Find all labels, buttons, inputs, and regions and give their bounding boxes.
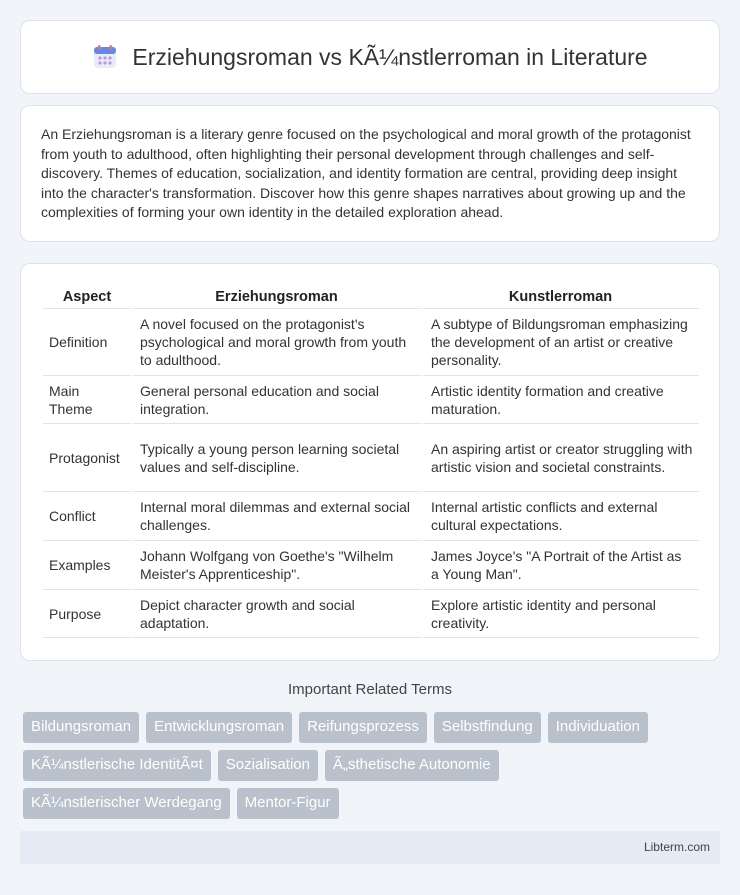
tag-individuation[interactable]: Individuation (548, 712, 648, 743)
row-aspect: Protagonist (43, 423, 131, 491)
row-kunstlerroman: James Joyce's "A Portrait of the Artist as a Young Man". (422, 540, 699, 589)
row-erziehungsroman: Depict character growth and social adaptation. (131, 589, 422, 638)
table-row (43, 308, 699, 375)
header-kunstlerroman: Kunstlerroman (508, 289, 613, 305)
row-erziehungsroman: Johann Wolfgang von Goethe's "Wilhelm Meister's Apprenticeship". (131, 540, 422, 589)
title-wrap (92, 44, 647, 71)
intro-card (20, 105, 720, 242)
row-aspect: Purpose (43, 589, 131, 638)
related-terms-heading: Important Related Terms (288, 681, 452, 698)
header-card (20, 20, 720, 94)
tag-reifungsprozess[interactable]: Reifungsprozess (299, 712, 427, 743)
row-aspect: Definition (43, 308, 131, 375)
comparison-table (43, 286, 699, 638)
footer (20, 831, 720, 864)
table-row (43, 589, 699, 638)
page-title: Erziehungsroman vs KÃ¼nstlerroman in Literature (132, 43, 648, 70)
row-erziehungsroman: A novel focused on the protagonist's psychological and moral growth from youth to adulthood. (131, 308, 422, 375)
tag-kuenstlerische-identitaet[interactable]: KÃ¼nstlerische IdentitÃ¤t (23, 750, 211, 781)
table-row (43, 423, 699, 491)
table-row (43, 491, 699, 540)
row-erziehungsroman: Internal moral dilemmas and external social challenges. (131, 491, 422, 540)
comparison-card (20, 263, 720, 661)
row-aspect: Examples (43, 540, 131, 589)
row-aspect: Conflict (43, 491, 131, 540)
row-kunstlerroman: Explore artistic identity and personal creativity. (422, 589, 699, 638)
tag-entwicklungsroman[interactable]: Entwicklungsroman (146, 712, 292, 743)
related-terms-list (23, 712, 703, 819)
table-row (43, 375, 699, 423)
table-header-row (43, 286, 699, 308)
row-erziehungsroman: General personal education and social integration. (131, 375, 422, 423)
header-aspect: Aspect (62, 289, 112, 305)
intro-text: An Erziehungsroman is a literary genre focused on the psychological and moral growth of the protagonist from youth to adulthood, often highlighting their personal development through challenges and self-discovery. Themes of education, socialization, and identity formation are central, providing deep insight into the character's transformation. Discover how this genre shapes narratives about growing up and the complexities of forming your own identity in the detailed exploration ahead. (41, 126, 691, 220)
row-aspect: Main Theme (43, 375, 131, 423)
tag-aesthetische-autonomie[interactable]: Ã„sthetische Autonomie (325, 750, 499, 781)
tag-bildungsroman[interactable]: Bildungsroman (23, 712, 139, 743)
row-kunstlerroman: Internal artistic conflicts and external cultural expectations. (422, 491, 699, 540)
tag-kuenstlerischer-werdegang[interactable]: KÃ¼nstlerischer Werdegang (23, 788, 230, 819)
calendar-icon (92, 44, 118, 70)
tag-mentor-figur[interactable]: Mentor-Figur (237, 788, 339, 819)
tag-selbstfindung[interactable]: Selbstfindung (434, 712, 541, 743)
row-kunstlerroman: Artistic identity formation and creative maturation. (422, 375, 699, 423)
tag-sozialisation[interactable]: Sozialisation (218, 750, 318, 781)
footer-site-link[interactable]: Libterm.com (643, 840, 710, 854)
header-erziehungsroman: Erziehungsroman (215, 289, 338, 305)
row-kunstlerroman: A subtype of Bildungsroman emphasizing the development of an artist or creative personality. (422, 308, 699, 375)
row-erziehungsroman: Typically a young person learning societal values and self-discipline. (131, 423, 422, 491)
row-kunstlerroman: An aspiring artist or creator struggling with artistic vision and societal constraints. (422, 423, 699, 491)
table-row (43, 540, 699, 589)
